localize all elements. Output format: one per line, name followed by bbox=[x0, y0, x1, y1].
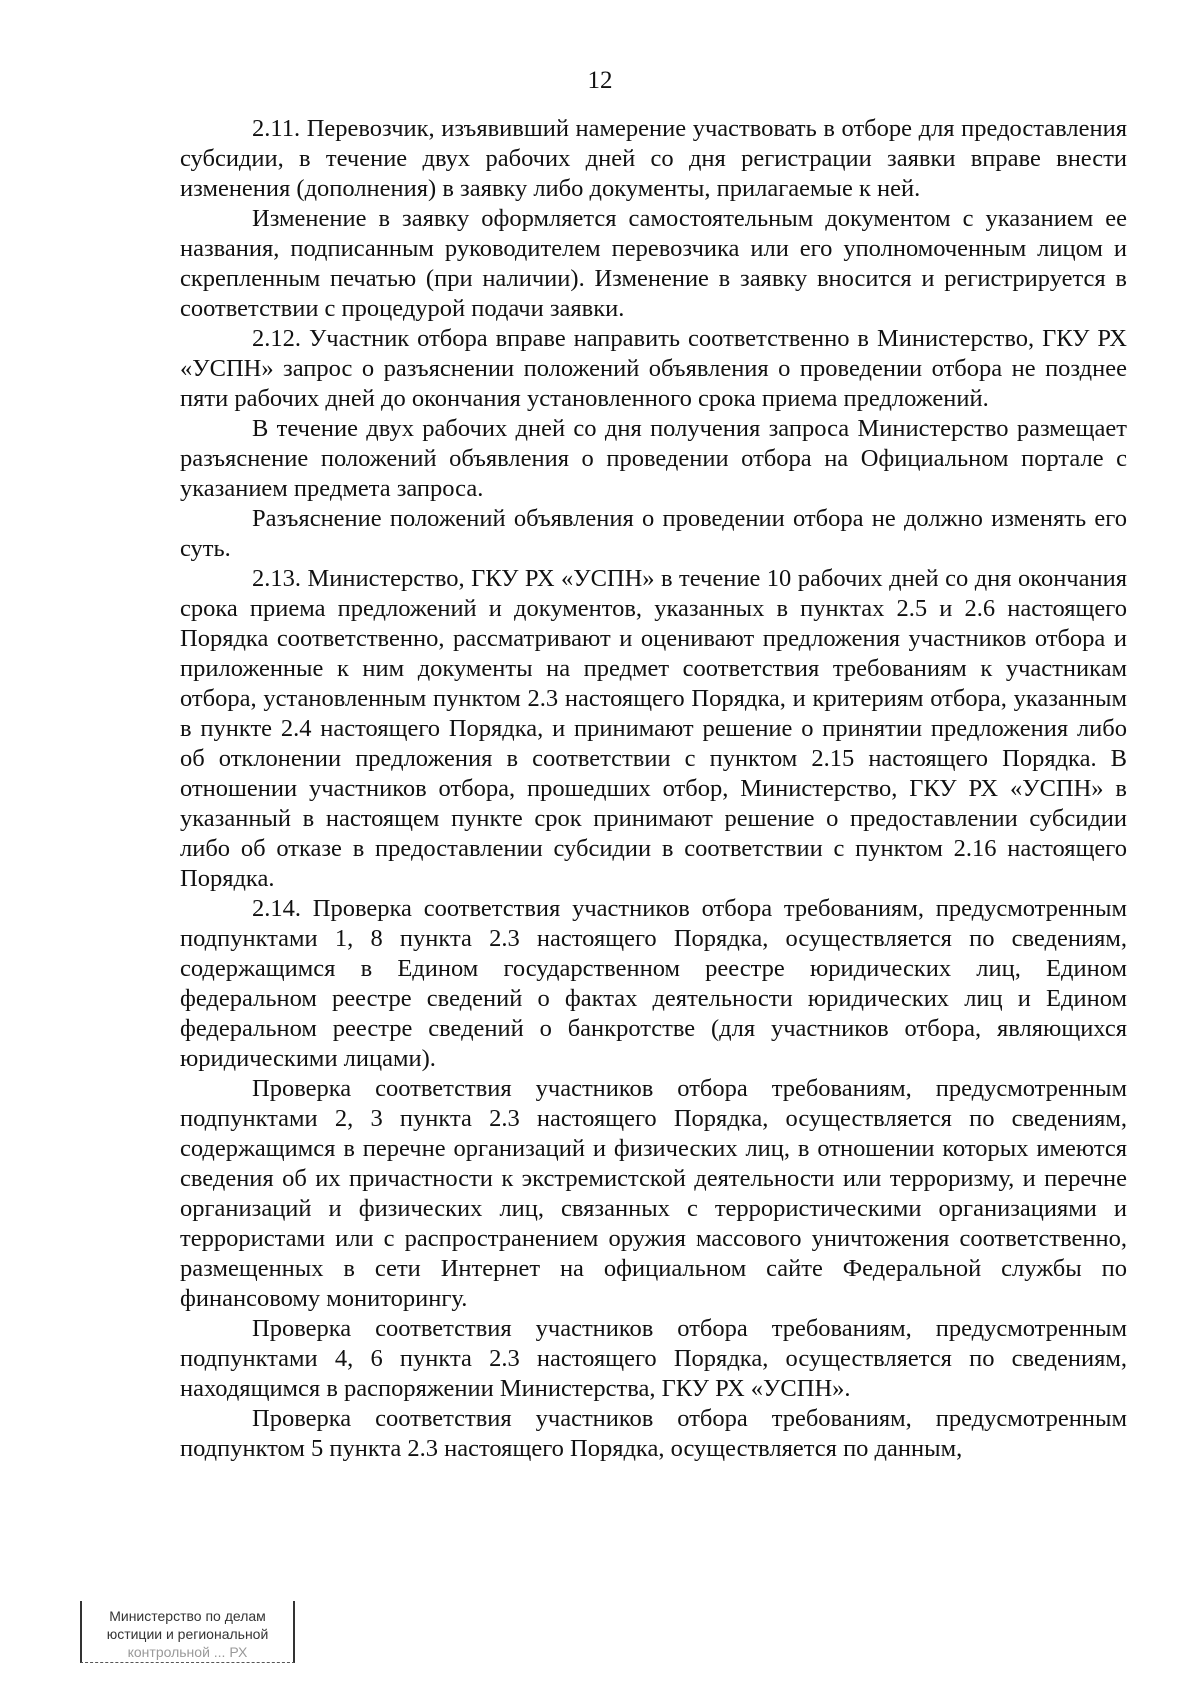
paragraph-clarification-essence: Разъяснение положений объявления о проведении отбора не должно изменять его суть. bbox=[180, 505, 1127, 562]
document-body bbox=[180, 114, 1127, 1464]
paragraph-amendment: Изменение в заявку оформляется самостоятельным документом с указанием ее названия, подписанным руководителем перевозчика или его уполномоченным лицом и скрепленным печатью (при наличии). Изменение в заявку вносится и регистрируется в соответствии с процедурой подачи заявки. bbox=[180, 205, 1127, 322]
ministry-stamp bbox=[80, 1601, 295, 1663]
paragraph-check-2-3: Проверка соответствия участников отбора требованиям, предусмотренным подпунктами 2, 3 пункта 2.3 настоящего Порядка, осуществляется по сведениям, содержащимся в перечне организаций и физических лиц, в отношении которых имеются сведения об их причастности к экстремистской деятельности или терроризму, и перечне организаций и физических лиц, связанных с террористическими организациями и террористами или с распространением оружия массового уничтожения соответственно, размещенных в сети Интернет на официальном сайте Федеральной службы по финансовому мониторингу. bbox=[180, 1075, 1127, 1312]
stamp-line-2: юстиции и региональной bbox=[106, 1626, 269, 1642]
paragraph-clarification-posting: В течение двух рабочих дней со дня получения запроса Министерство размещает разъяснение положений объявления о проведении отбора на Официальном портале с указанием предмета запроса. bbox=[180, 415, 1127, 502]
stamp-line-1: Министерство по делам bbox=[109, 1608, 266, 1624]
page-number: 12 bbox=[587, 67, 613, 94]
paragraph-2-11: 2.11. Перевозчик, изъявивший намерение участвовать в отборе для предоставления субсидии, в течение двух рабочих дней со дня регистрации заявки вправе внести изменения (дополнения) в заявку либо документы, прилагаемые к ней. bbox=[180, 115, 1127, 202]
paragraph-2-14: 2.14. Проверка соответствия участников отбора требованиям, предусмотренным подпунктами 1, 8 пункта 2.3 настоящего Порядка, осуществляется по сведениям, содержащимся в Едином государственном реестре юридических лиц, Едином федеральном реестре сведений о фактах деятельности юридических лиц и Едином федеральном реестре сведений о банкротстве (для участников отбора, являющихся юридическими лицами). bbox=[180, 895, 1127, 1072]
paragraph-check-4-6: Проверка соответствия участников отбора требованиям, предусмотренным подпунктами 4, 6 пункта 2.3 настоящего Порядка, осуществляется по сведениям, находящимся в распоряжении Министерства, ГКУ РХ «УСПН». bbox=[180, 1315, 1127, 1402]
stamp-line-3: контрольной ... РХ bbox=[127, 1644, 248, 1660]
paragraph-2-12: 2.12. Участник отбора вправе направить соответственно в Министерство, ГКУ РХ «УСПН» запрос о разъяснении положений объявления о проведении отбора не позднее пяти рабочих дней до окончания установленного срока приема предложений. bbox=[180, 325, 1127, 412]
paragraph-2-13: 2.13. Министерство, ГКУ РХ «УСПН» в течение 10 рабочих дней со дня окончания срока приема предложений и документов, указанных в пунктах 2.5 и 2.6 настоящего Порядка соответственно, рассматривают и оценивают предложения участников отбора и приложенные к ним документы на предмет соответствия требованиям к участникам отбора, установленным пунктом 2.3 настоящего Порядка, и критериям отбора, указанным в пункте 2.4 настоящего Порядка, и принимают решение о принятии предложения либо об отклонении предложения в соответствии с пунктом 2.15 настоящего Порядка. В отношении участников отбора, прошедших отбор, Министерство, ГКУ РХ «УСПН» в указанный в настоящем пункте срок принимают решение о предоставлении субсидии либо об отказе в предоставлении субсидии в соответствии с пунктом 2.16 настоящего Порядка. bbox=[180, 565, 1127, 892]
paragraph-check-5: Проверка соответствия участников отбора требованиям, предусмотренным подпунктом 5 пункта 2.3 настоящего Порядка, осуществляется по данным, bbox=[180, 1405, 1127, 1462]
